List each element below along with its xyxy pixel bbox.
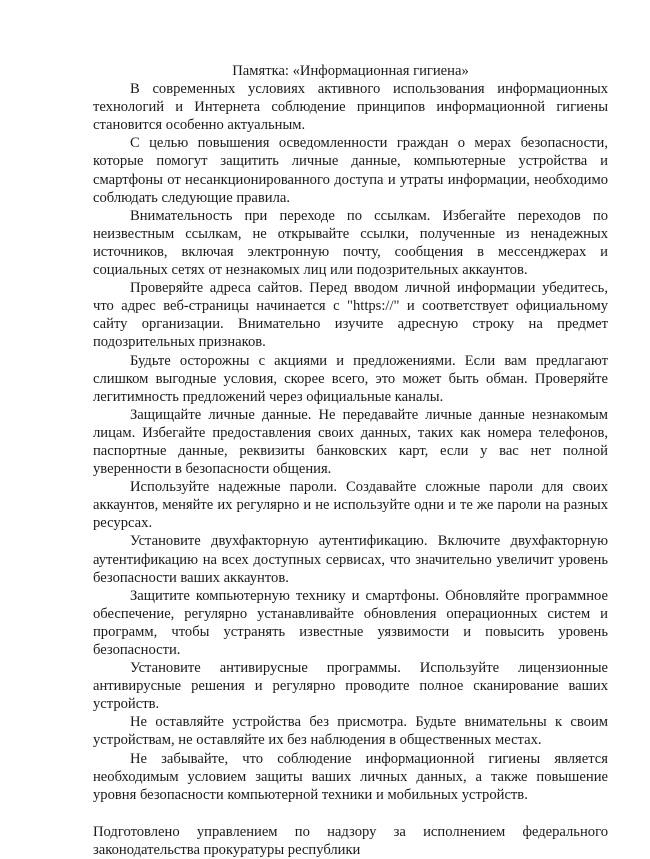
paragraph-antivirus: Установите антивирусные программы. Используйте лицензионные антивирусные решения и регулярно проводите полное сканирование ваших устройств.	[93, 660, 608, 713]
document-body	[93, 62, 608, 859]
paragraph-conclusion: Не забывайте, что соблюдение информационной гигиены является необходимым условием защиты ваших личных данных, а также повышение уровня безопасности компьютерной техники и мобильных устройств.	[93, 750, 608, 803]
paragraph-site-addresses: Проверяйте адреса сайтов. Перед вводом личной информации убедитесь, что адрес веб-страницы начинается с "https://" и соответствует официальному сайту организации. Внимательно изучите адресную строку на предмет подозрительных признаков.	[93, 280, 608, 351]
paragraph-links: Внимательность при переходе по ссылкам. Избегайте переходов по неизвестным ссылкам, не открывайте ссылки, полученные из ненадежных источников, включая электронную почту, сообщения в мессенджерах и социальных сетях от незнакомых лиц или подозрительных аккаунтов.	[93, 207, 608, 279]
document-footer: Подготовлено управлением по надзору за исполнением федерального законодательства прокуратуры республики	[93, 823, 608, 858]
document-title: Памятка: «Информационная гигиена»	[232, 63, 469, 79]
paragraph-intro: В современных условиях активного использования информационных технологий и Интернета соблюдение принципов информационной гигиены становится особенно актуальным.	[93, 81, 608, 134]
paragraph-personal-data: Защищайте личные данные. Не передавайте личные данные незнакомым лицам. Избегайте предоставления своих данных, таких как номера телефонов, паспортные данные, реквизиты банковских карт, если у вас нет полной уверенности в безопасности общения.	[93, 406, 608, 478]
paragraph-passwords: Используйте надежные пароли. Создавайте сложные пароли для своих аккаунтов, меняйте их регулярно и не используйте одни и те же пароли на разных ресурсах.	[93, 479, 608, 532]
paragraph-promotions: Будьте осторожны с акциями и предложениями. Если вам предлагают слишком выгодные условия, скорее всего, это может быть обман. Проверяйте легитимность предложений через официальные каналы.	[93, 352, 608, 405]
paragraph-purpose: С целью повышения осведомленности граждан о мерах безопасности, которые помогут защитить личные данные, компьютерные устройства и смартфоны от несанкционированного доступа и утраты информации, необходимо соблюдать следующие правила.	[93, 135, 608, 206]
spacer	[93, 804, 608, 823]
paragraph-protect-devices: Защитите компьютерную технику и смартфоны. Обновляйте программное обеспечение, регулярно устанавливайте обновления операционных систем и программ, чтобы устранять известные уязвимости и повысить уровень безопасности.	[93, 587, 608, 658]
paragraph-two-factor: Установите двухфакторную аутентификацию. Включите двухфакторную аутентификацию на всех доступных сервисах, что значительно увеличит уровень безопасности ваших аккаунтов.	[93, 533, 608, 586]
paragraph-unattended-devices: Не оставляйте устройства без присмотра. Будьте внимательны к своим устройствам, не оставляйте их без наблюдения в общественных местах.	[93, 714, 608, 749]
